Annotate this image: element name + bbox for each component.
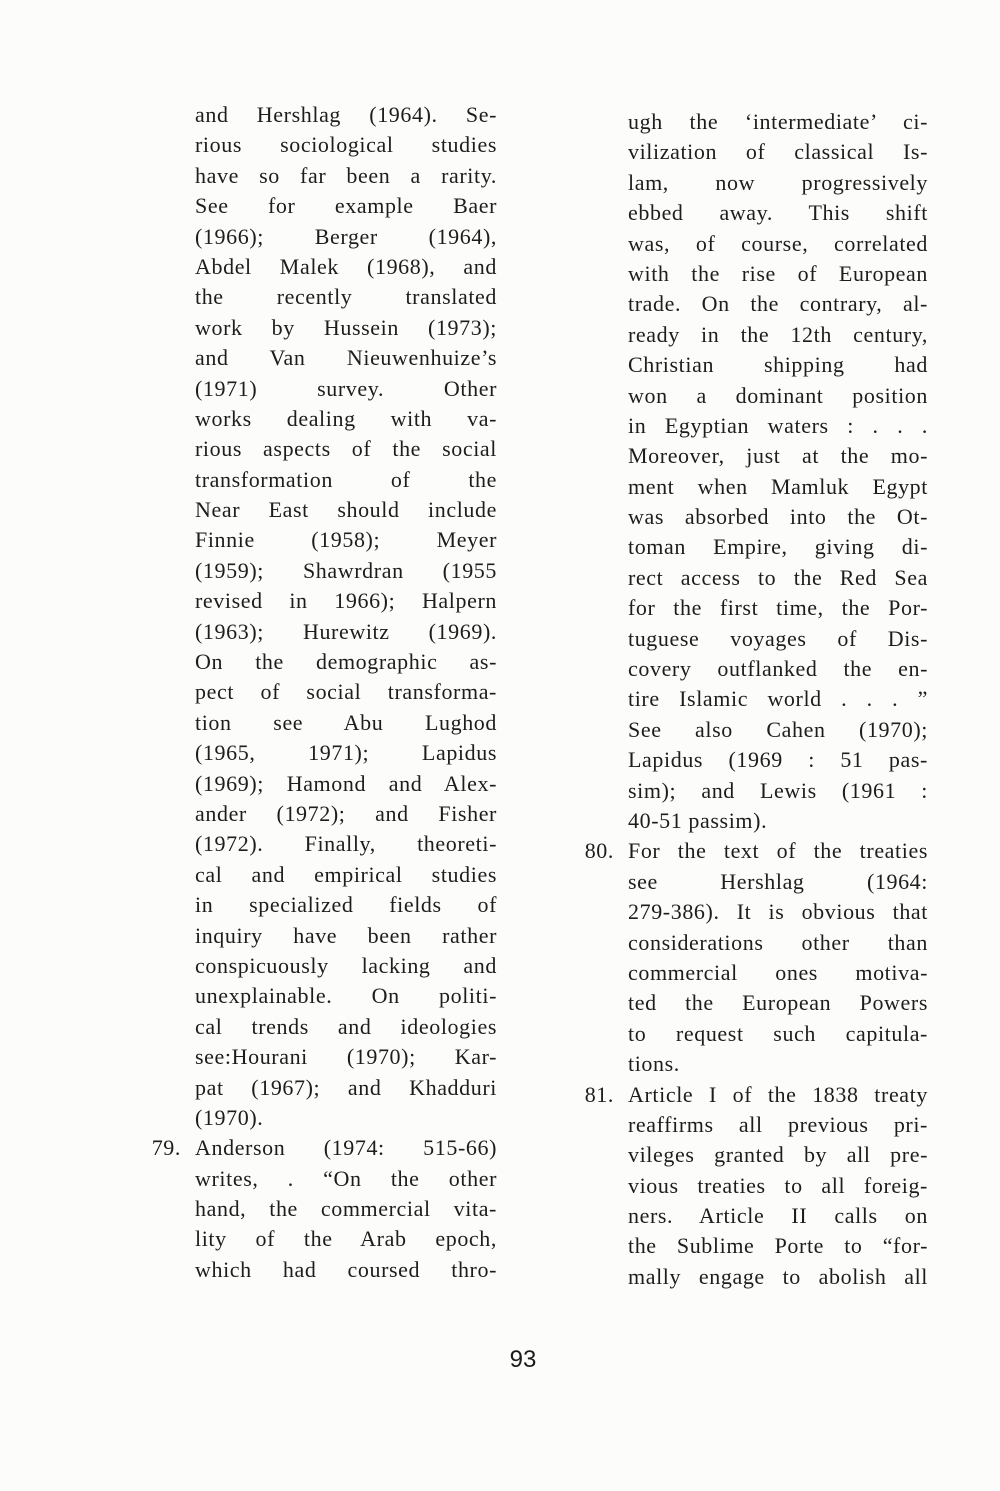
line-text: which had coursed thro-	[195, 1256, 497, 1282]
line-text: Christian shipping had	[628, 352, 928, 378]
text-line	[195, 130, 497, 160]
text-line	[195, 708, 497, 738]
line-text: hand, the commercial vita-	[195, 1196, 497, 1222]
line-text: and Hershlag (1964). Se-	[195, 102, 497, 127]
text-line	[195, 1012, 497, 1042]
text-line	[195, 677, 497, 707]
text-line	[195, 313, 497, 343]
line-text: cal trends and ideologies	[195, 1013, 497, 1039]
line-text: Abdel Malek (1968), and	[195, 253, 497, 279]
line-text: ment when Mamluk Egypt	[628, 473, 928, 499]
text-line	[195, 1194, 497, 1224]
text-line	[195, 647, 497, 677]
text-line	[195, 1042, 497, 1072]
note-number: 79.	[151, 1135, 181, 1161]
text-line	[628, 624, 928, 654]
text-line	[195, 890, 497, 920]
text-line	[628, 411, 928, 441]
text-line	[195, 1073, 497, 1103]
text-line	[628, 958, 928, 988]
text-line	[195, 921, 497, 951]
text-line	[195, 1255, 497, 1285]
line-text: vious treaties to all foreig-	[628, 1172, 928, 1198]
line-text: with the rise of European	[628, 260, 928, 286]
line-text: For the text of the treaties	[628, 838, 928, 864]
line-text: the recently translated	[195, 284, 497, 310]
text-line	[195, 525, 497, 555]
line-text: ander (1972); and Fisher	[195, 800, 497, 826]
text-line	[195, 374, 497, 404]
line-text: ted the European Powers	[628, 990, 928, 1016]
text-line	[628, 107, 928, 137]
line-text: Moreover, just at the mo-	[628, 443, 928, 469]
text-line	[195, 769, 497, 799]
line-text: trade. On the contrary, al-	[628, 291, 928, 317]
line-text: have so far been a rarity.	[195, 162, 497, 188]
line-text: (1963); Hurewitz (1969).	[195, 618, 497, 644]
text-line	[195, 951, 497, 981]
line-text: (1966); Berger (1964),	[195, 223, 497, 249]
line-text: lity of the Arab epoch,	[195, 1226, 497, 1252]
line-text: works dealing with va-	[195, 405, 497, 431]
line-text: (1959); Shawrdran (1955	[195, 557, 497, 583]
line-text: won a dominant position	[628, 382, 928, 408]
text-line	[628, 1201, 928, 1231]
line-text: in Egyptian waters : . . .	[628, 412, 928, 438]
text-line	[628, 532, 928, 562]
line-text: tion see Abu Lughod	[195, 709, 497, 735]
text-line	[628, 928, 928, 958]
line-text: (1971) survey. Other	[195, 375, 497, 401]
text-line	[195, 617, 497, 647]
line-text: conspicuously lacking and	[195, 952, 497, 978]
text-line	[195, 1224, 497, 1254]
line-text: Anderson (1974: 515-66)	[195, 1135, 497, 1161]
line-text: lam, now progressively	[628, 169, 928, 195]
text-line	[195, 1103, 497, 1133]
text-line	[584, 1080, 928, 1110]
line-text: See for example Baer	[195, 193, 497, 219]
text-line	[628, 776, 928, 806]
line-text: (1970).	[195, 1104, 264, 1130]
line-text: Lapidus (1969 : 51 pas-	[628, 747, 928, 773]
line-text: tire Islamic world . . . ”	[628, 686, 928, 712]
left-text-column	[151, 100, 497, 1285]
text-line	[151, 1133, 497, 1163]
line-text: see Hershlag (1964:	[628, 868, 928, 894]
line-text: tions.	[628, 1051, 680, 1077]
line-text: ready in the 12th century,	[628, 321, 928, 347]
line-text: mally engage to abolish all	[628, 1263, 928, 1289]
text-line	[628, 441, 928, 471]
line-text: tuguese voyages of Dis-	[628, 625, 928, 651]
line-text: Article I of the 1838 treaty	[628, 1081, 928, 1107]
text-line	[195, 465, 497, 495]
text-line	[628, 745, 928, 775]
note-number: 81.	[584, 1081, 614, 1107]
text-line	[628, 806, 928, 836]
line-text: considerations other than	[628, 929, 928, 955]
text-line	[195, 586, 497, 616]
line-text: for the first time, the Por-	[628, 595, 928, 621]
line-text: 279-386). It is obvious that	[628, 899, 928, 925]
line-text: to request such capitula-	[628, 1020, 928, 1046]
line-text: rect access to the Red Sea	[628, 564, 928, 590]
text-line	[628, 1110, 928, 1140]
line-text: transformation of the	[195, 466, 497, 492]
text-line	[195, 161, 497, 191]
text-line	[628, 1019, 928, 1049]
line-text: writes, . “On the other	[195, 1165, 497, 1191]
text-line	[195, 738, 497, 768]
line-text: covery outflanked the en-	[628, 656, 928, 682]
text-line	[628, 563, 928, 593]
text-line	[628, 320, 928, 350]
line-text: ebbed away. This shift	[628, 200, 928, 226]
line-text: inquiry have been rather	[195, 922, 497, 948]
text-line	[195, 434, 497, 464]
text-line	[195, 1164, 497, 1194]
text-line	[584, 836, 928, 866]
line-text: rious aspects of the social	[195, 436, 497, 462]
line-text: the Sublime Porte to “for-	[628, 1233, 928, 1259]
line-text: (1972). Finally, theoreti-	[195, 831, 497, 857]
text-line	[628, 229, 928, 259]
text-line	[628, 988, 928, 1018]
line-text: see:Hourani (1970); Kar-	[195, 1044, 497, 1070]
text-line	[195, 860, 497, 890]
text-line	[628, 1171, 928, 1201]
text-line	[628, 715, 928, 745]
line-text: toman Empire, giving di-	[628, 534, 928, 560]
line-text: in specialized fields of	[195, 892, 497, 918]
text-line	[195, 343, 497, 373]
text-line	[628, 1262, 928, 1292]
text-line	[628, 654, 928, 684]
line-text: reaffirms all previous pri-	[628, 1111, 928, 1137]
text-line	[195, 282, 497, 312]
text-line	[628, 289, 928, 319]
text-line	[628, 168, 928, 198]
text-line	[195, 799, 497, 829]
right-text-column	[584, 107, 928, 1292]
line-text: pat (1967); and Khadduri	[195, 1074, 497, 1100]
text-line	[628, 897, 928, 927]
text-line	[195, 252, 497, 282]
text-line	[628, 1140, 928, 1170]
line-text: commercial ones motiva-	[628, 959, 928, 985]
line-text: revised in 1966); Halpern	[195, 588, 497, 614]
line-text: pect of social transforma-	[195, 679, 497, 705]
text-line	[628, 259, 928, 289]
text-line	[195, 829, 497, 859]
note-number: 80.	[584, 838, 614, 864]
line-text: was, of course, correlated	[628, 230, 928, 256]
text-line	[628, 472, 928, 502]
text-line	[195, 981, 497, 1011]
text-line	[195, 222, 497, 252]
line-text: rious sociological studies	[195, 132, 497, 158]
line-text: On the demographic as-	[195, 649, 497, 675]
line-text: (1965, 1971); Lapidus	[195, 740, 497, 766]
line-text: vileges granted by all pre-	[628, 1142, 928, 1168]
text-line	[195, 100, 497, 130]
text-line	[195, 404, 497, 434]
text-line	[628, 350, 928, 380]
line-text: cal and empirical studies	[195, 861, 497, 887]
line-text: vilization of classical Is-	[628, 139, 928, 165]
text-line	[195, 495, 497, 525]
text-line	[628, 137, 928, 167]
page-number: 93	[509, 1346, 537, 1373]
text-line	[628, 381, 928, 411]
line-text: was absorbed into the Ot-	[628, 504, 928, 530]
line-text: Finnie (1958); Meyer	[195, 527, 497, 553]
line-text: ners. Article II calls on	[628, 1203, 928, 1229]
text-line	[195, 191, 497, 221]
line-text: unexplainable. On politi-	[195, 983, 497, 1009]
text-line	[628, 502, 928, 532]
text-line	[628, 1231, 928, 1261]
text-line	[628, 593, 928, 623]
text-line	[628, 198, 928, 228]
text-line	[628, 867, 928, 897]
text-line	[195, 556, 497, 586]
line-text: See also Cahen (1970);	[628, 716, 928, 742]
line-text: (1969); Hamond and Alex-	[195, 770, 497, 796]
line-text: 40-51 passim).	[628, 807, 768, 833]
text-line	[628, 684, 928, 714]
text-line	[628, 1049, 928, 1079]
line-text: Near East should include	[195, 497, 497, 523]
line-text: work by Hussein (1973);	[195, 314, 497, 340]
line-text: sim); and Lewis (1961 :	[628, 777, 928, 803]
line-text: and Van Nieuwenhuize’s	[195, 345, 497, 371]
line-text: ugh the ‘intermediate’ ci-	[628, 109, 928, 134]
